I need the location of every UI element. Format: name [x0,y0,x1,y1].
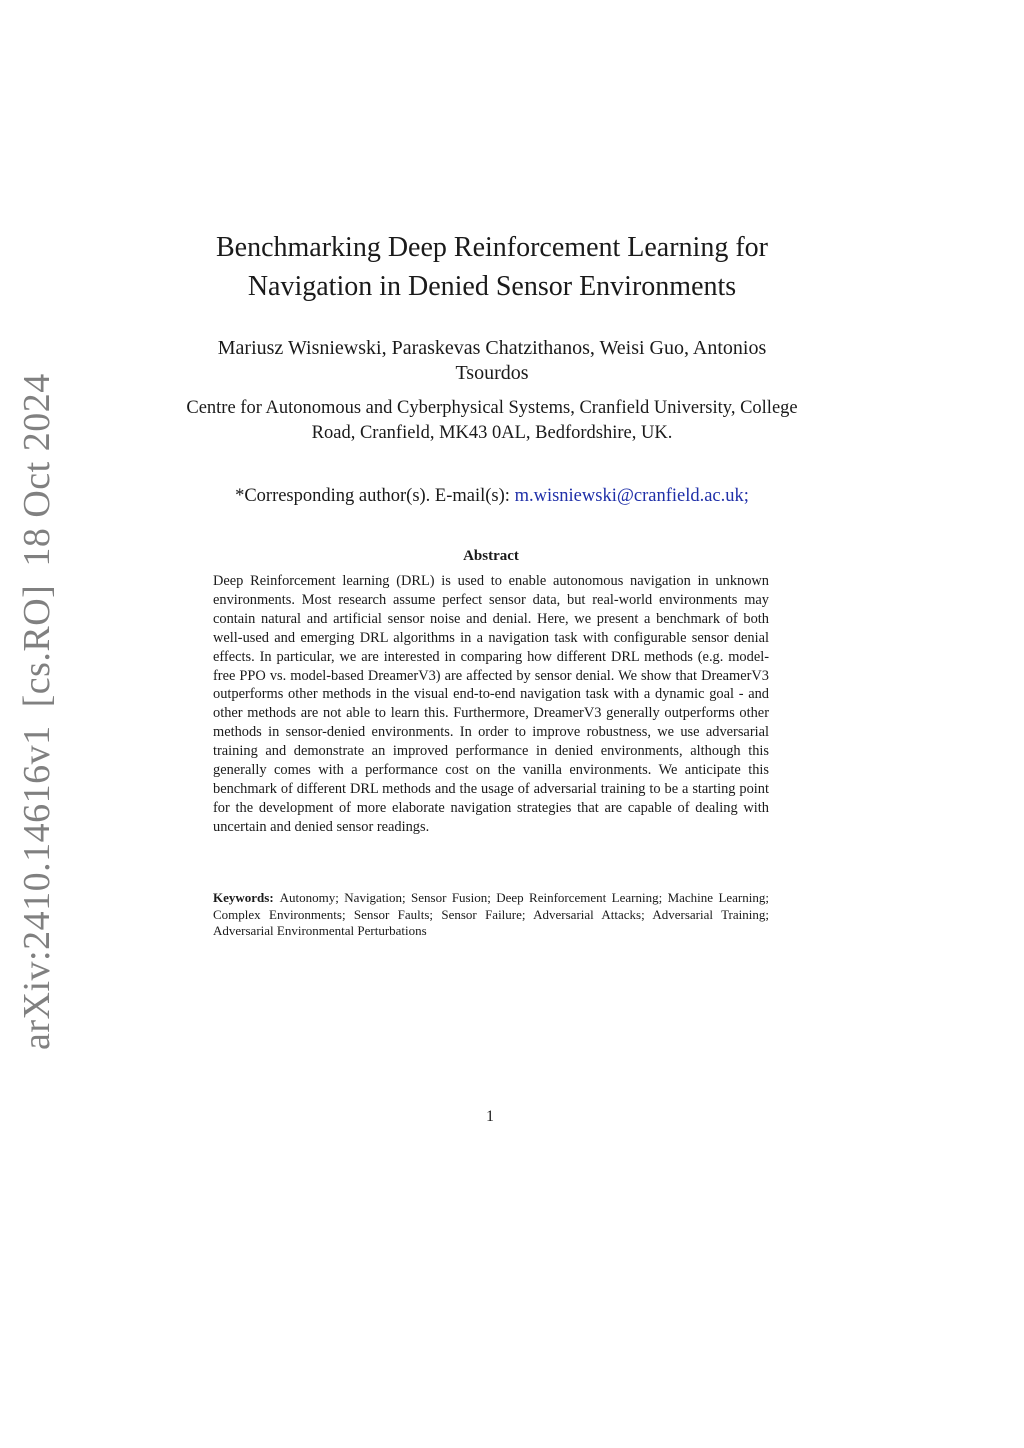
arxiv-category: [cs.RO] [16,584,58,708]
page-number: 1 [486,1108,494,1125]
keywords-list: Autonomy; Navigation; Sensor Fusion; Deep Reinforcement Learning; Machine Learning; Complex Environments; Sensor Faults; Sensor Failure; Adversarial Attacks; Adversarial Training; Adversarial Environmental Perturbations [213,890,769,938]
abstract-text: Deep Reinforcement learning (DRL) is used to enable autonomous navigation in unknown environments. Most research assume perfect sensor data, but real-world environments may contain natural and artificial sensor noise and denial. Here, we present a benchmark of both well-used and emerging DRL algorithms in a navigation task with configurable sensor denial effects. In particular, we are interested in comparing how different DRL methods (e.g. model-free PPO vs. model-based DreamerV3) are affected by sensor denial. We show that DreamerV3 outperforms other methods in the visual end-to-end navigation task with a dynamic goal - and other methods are not able to learn this. Furthermore, DreamerV3 generally outperforms other methods in sensor-denied environments. In order to improve robustness, we use adversarial training and demonstrate an improved performance in denied environments, although this generally comes with a performance cost on the vanilla environments. We anticipate this benchmark of different DRL methods and the usage of adversarial training to be a starting point for the development of more elaborate navigation strategies that are capable of dealing with uncertain and denied sensor readings. [213,573,769,835]
affiliation: Centre for Autonomous and Cyberphysical Systems, Cranfield University, College Road, Cranfield, MK43 0AL, Bedfordshire, UK. [186,398,798,443]
arxiv-id: arXiv:2410.14616v1 [16,725,58,1050]
corresponding-prefix: *Corresponding author(s). E-mail(s): [235,486,515,506]
corresponding-email-link[interactable]: m.wisniewski@cranfield.ac.uk [514,486,744,506]
keywords-label: Keywords: [213,890,274,905]
paper-title: Benchmarking Deep Reinforcement Learning for Navigation in Denied Sensor Environments [215,232,768,302]
arxiv-date: 18 Oct 2024 [16,373,58,567]
author-list: Mariusz Wisniewski, Paraskevas Chatzithanos, Weisi Guo, Antonios Tsourdos [217,337,767,384]
corresponding-suffix: ; [743,486,749,506]
keywords [213,890,769,940]
abstract-heading: Abstract [463,548,519,564]
corresponding-author [180,484,804,508]
arxiv-identifier-stamp [18,373,56,1050]
